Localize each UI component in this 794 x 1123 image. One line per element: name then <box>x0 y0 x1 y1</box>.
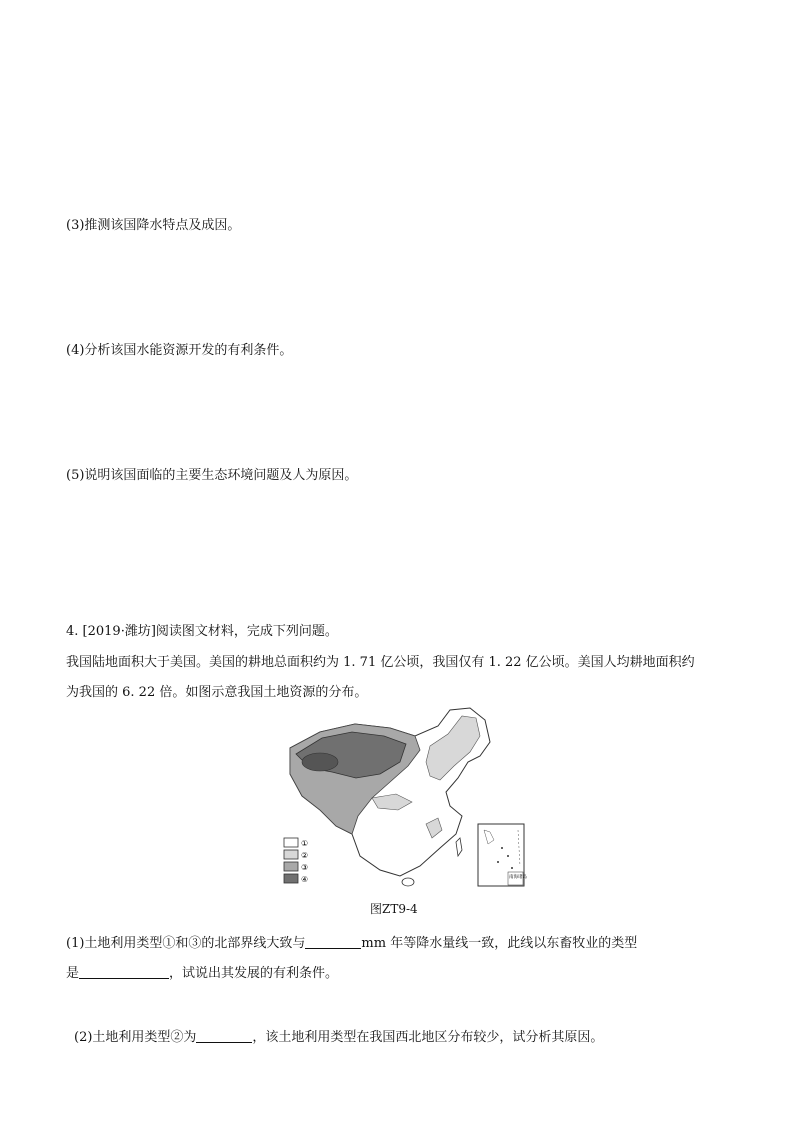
map-legend <box>284 838 308 884</box>
sub-question-2-text-b: ，该土地利用类型在我国西北地区分布较少，试分析其原因。 <box>252 1030 604 1045</box>
map-basin-dark <box>302 753 338 771</box>
china-land-resource-map <box>280 706 530 888</box>
answer-blank-land-type-2[interactable] <box>196 1028 252 1043</box>
sub-question-1-line-1 <box>66 932 637 951</box>
sub-question-2 <box>74 1026 603 1045</box>
sub-question-1-text-b: mm 年等降水量线一致，此线以东畜牧业的类型 <box>361 936 638 951</box>
sub-question-1-text-a: (1)土地利用类型①和③的北部界线大致与 <box>66 936 306 951</box>
legend-label-3: ③ <box>301 863 309 872</box>
answer-blank-precipitation[interactable] <box>305 934 361 949</box>
sub-question-2-text-a: (2)土地利用类型②为 <box>74 1030 197 1045</box>
inset-label: 南海诸岛 <box>509 875 527 880</box>
map-island-hainan <box>402 878 414 886</box>
legend-label-2: ② <box>301 851 309 860</box>
map-inset-south-china-sea <box>478 824 527 886</box>
problem-4-header: 4. [2019·潍坊]阅读图文材料，完成下列问题。 <box>66 624 338 639</box>
legend-label-4: ④ <box>301 875 309 884</box>
answer-blank-livestock-type[interactable] <box>79 964 169 979</box>
question-5: (5)说明该国面临的主要生态环境问题及人为原因。 <box>66 468 358 483</box>
sub-question-1-text-c: 是 <box>66 966 80 981</box>
figure-caption: 图ZT9-4 <box>370 902 418 916</box>
sub-question-1-line-2 <box>66 962 338 981</box>
sub-question-1-text-d: ，试说出其发展的有利条件。 <box>169 966 339 981</box>
question-4: (4)分析该国水能资源开发的有利条件。 <box>66 343 293 358</box>
legend-label-1: ① <box>301 839 309 848</box>
material-text-line-2: 为我国的 6. 22 倍。如图示意我国土地资源的分布。 <box>66 685 368 700</box>
question-3: (3)推测该国降水特点及成因。 <box>66 218 241 233</box>
material-text-line-1: 我国陆地面积大于美国。美国的耕地总面积约为 1. 71 亿公顷，我国仅有 1. 22 亿公顷。美国人均耕地面积约 <box>66 655 695 670</box>
map-island-taiwan <box>456 838 462 856</box>
